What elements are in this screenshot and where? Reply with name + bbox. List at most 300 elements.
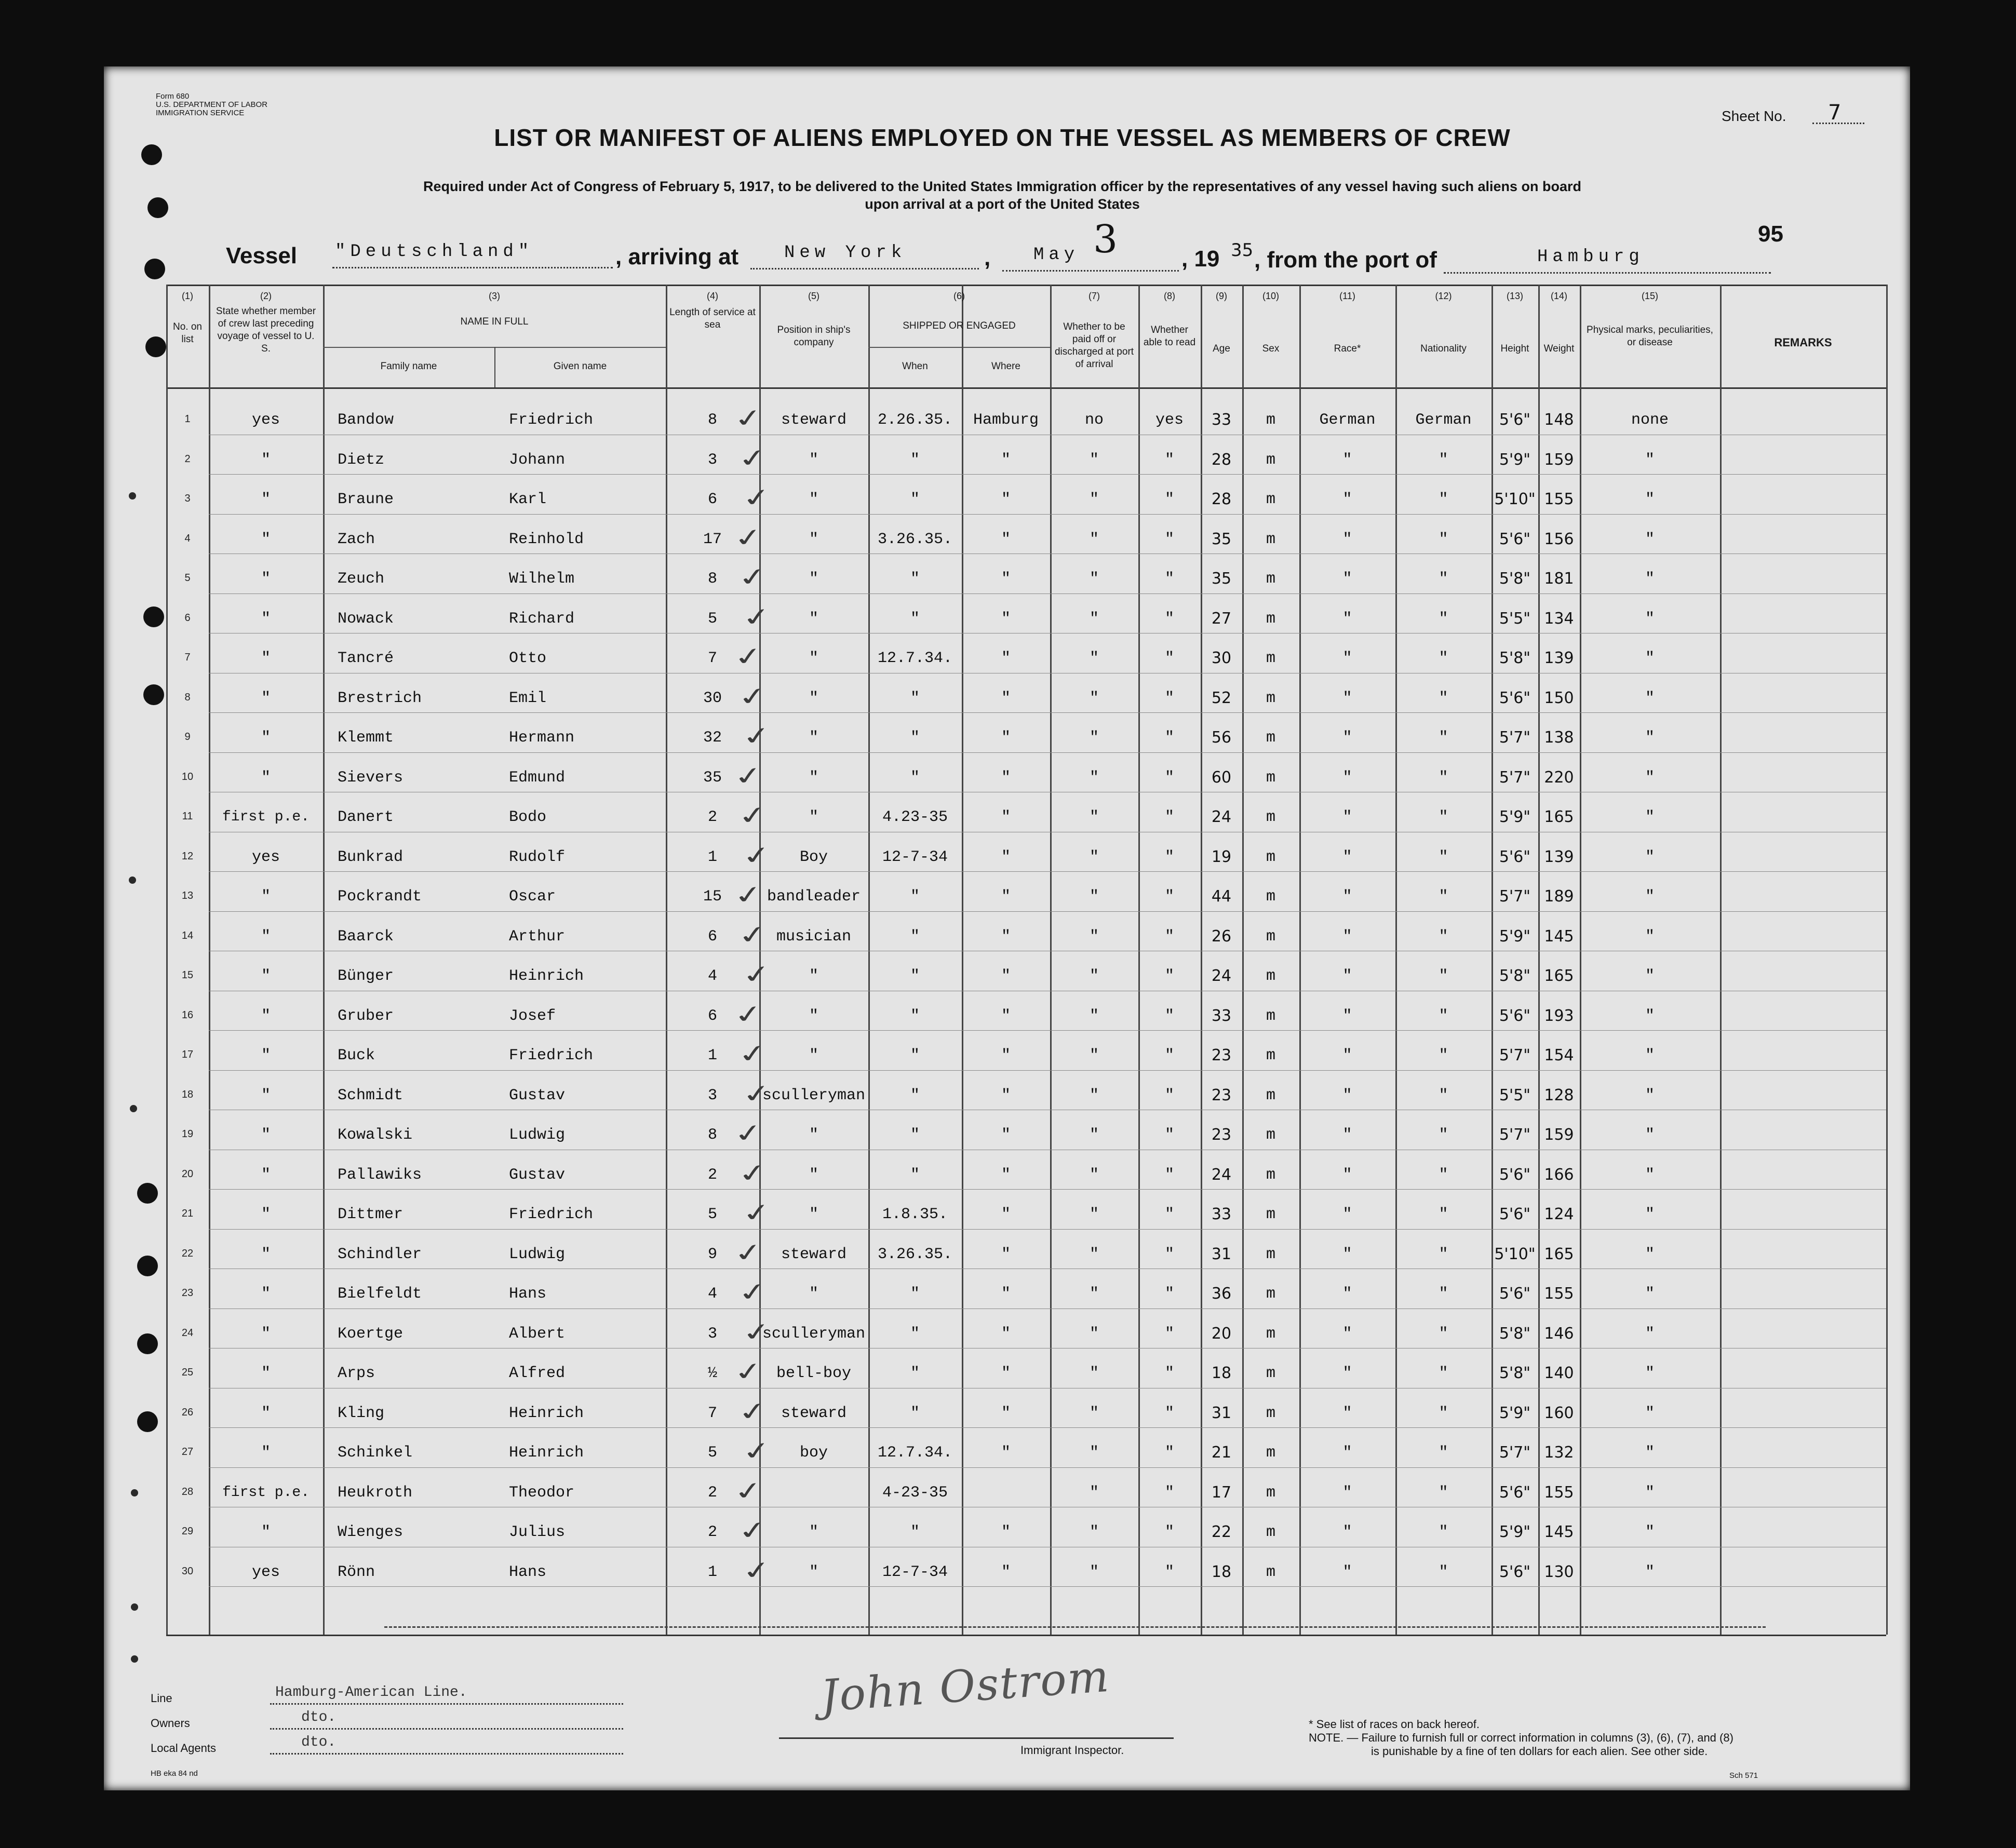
- cell-height: 5'7": [1499, 887, 1531, 906]
- cell-weight: 155: [1544, 1483, 1574, 1502]
- cell-marks: ": [1645, 1325, 1655, 1343]
- cell-nat: ": [1439, 1166, 1448, 1184]
- cell-paid: ": [1089, 1007, 1099, 1025]
- cell-family: Koertge: [338, 1325, 404, 1343]
- header-position: Position in ship's company: [777, 325, 851, 348]
- cell-service: 30: [703, 690, 722, 707]
- cell-sex: m: [1266, 808, 1275, 826]
- cell-marks: ": [1645, 1365, 1655, 1382]
- cell-when: 4.23-35: [882, 808, 948, 826]
- cell-read: ": [1164, 1484, 1174, 1502]
- line-underline: [270, 1703, 623, 1705]
- cell-family: Schmidt: [338, 1087, 404, 1104]
- cell-service: 5: [707, 610, 717, 628]
- owners-label: Owners: [151, 1717, 190, 1730]
- cell-given: Otto: [509, 650, 547, 667]
- cell-read: ": [1164, 451, 1174, 469]
- header-where: Where: [991, 361, 1020, 372]
- cell-position: musician: [776, 928, 852, 946]
- cell-race: ": [1342, 729, 1352, 747]
- cell-family: Pallawiks: [338, 1166, 422, 1184]
- cell-age: 24: [1211, 1166, 1232, 1184]
- column-rule: [962, 285, 963, 1635]
- shipped-split-rule: [962, 347, 963, 387]
- cell-age: 24: [1211, 808, 1232, 826]
- cell-prev: yes: [251, 1563, 280, 1581]
- cell-service: 6: [707, 928, 717, 946]
- cell-nat: ": [1439, 808, 1448, 826]
- row-rule: [209, 1427, 1886, 1428]
- cell-where: ": [1001, 690, 1011, 707]
- cell-age: 33: [1211, 1007, 1232, 1025]
- cell-given: Gustav: [509, 1166, 566, 1184]
- cell-position: bandleader: [767, 888, 861, 906]
- row-number: 7: [184, 652, 191, 663]
- cell-read: ": [1164, 1444, 1174, 1462]
- cell-where: ": [1001, 1126, 1011, 1144]
- row-number: 15: [181, 969, 194, 981]
- cell-marks: ": [1645, 1405, 1655, 1422]
- cell-weight: 160: [1544, 1404, 1574, 1422]
- cell-weight: 189: [1544, 887, 1574, 906]
- check-mark: ✓: [738, 1435, 775, 1466]
- cell-paid: ": [1089, 690, 1099, 707]
- cell-read: ": [1164, 1047, 1174, 1064]
- cell-prev: ": [261, 1405, 271, 1422]
- cell-when: 1.8.35.: [882, 1206, 948, 1223]
- cell-race: ": [1342, 1246, 1352, 1263]
- row-rule: [209, 871, 1886, 872]
- cell-family: Dietz: [338, 451, 385, 469]
- cell-where: ": [1001, 1325, 1011, 1343]
- check-mark: ✓: [738, 959, 775, 990]
- cell-nat: ": [1439, 570, 1448, 588]
- cell-age: 28: [1211, 451, 1232, 469]
- cell-sex: m: [1266, 848, 1275, 866]
- cell-where: Hamburg: [973, 411, 1039, 429]
- cell-where: ": [1001, 1246, 1011, 1263]
- cell-sex: m: [1266, 610, 1275, 628]
- cell-position: sculleryman: [762, 1325, 866, 1343]
- cell-height: 5'7": [1499, 768, 1531, 787]
- cell-race: ": [1342, 531, 1352, 548]
- cell-race: ": [1342, 769, 1352, 787]
- cell-where: ": [1001, 1405, 1011, 1422]
- cell-age: 23: [1211, 1046, 1232, 1064]
- cell-age: 21: [1211, 1444, 1232, 1462]
- cell-sex: m: [1266, 650, 1275, 667]
- cell-service: 4: [707, 1285, 717, 1303]
- cell-service: 2: [707, 1523, 717, 1541]
- cell-service: 3: [707, 1325, 717, 1343]
- column-rule: [323, 285, 325, 1635]
- inspector-signature: John Ostrom: [819, 1650, 1112, 1722]
- manifest-sheet: [104, 66, 1910, 1790]
- cell-given: Heinrich: [509, 967, 584, 985]
- row-rule: [209, 474, 1886, 475]
- cell-where: ": [1001, 967, 1011, 985]
- cell-read: yes: [1155, 411, 1184, 429]
- cell-height: 5'9": [1499, 1523, 1531, 1541]
- cell-nat: ": [1439, 1087, 1448, 1104]
- cell-read: ": [1164, 1285, 1174, 1303]
- cell-paid: ": [1089, 848, 1099, 866]
- cell-given: Theodor: [509, 1484, 575, 1502]
- cell-read: ": [1164, 1246, 1174, 1263]
- cell-race: ": [1342, 491, 1352, 508]
- column-number: (11): [1339, 291, 1355, 301]
- cell-paid: ": [1089, 1206, 1099, 1223]
- cell-prev: ": [261, 888, 271, 906]
- cell-paid: ": [1089, 531, 1099, 548]
- cell-sex: m: [1266, 1166, 1275, 1184]
- cell-sex: m: [1266, 1087, 1275, 1104]
- cell-service: 6: [707, 1007, 717, 1025]
- cell-given: Josef: [509, 1007, 556, 1025]
- cell-where: ": [1001, 1007, 1011, 1025]
- cell-position: Boy: [799, 848, 828, 866]
- shipped-subheader-rule: [868, 347, 1050, 348]
- cell-weight: 132: [1544, 1444, 1574, 1462]
- row-number: 5: [184, 572, 191, 584]
- year-prefix: , 19: [1181, 246, 1220, 272]
- cell-when: ": [910, 1405, 920, 1422]
- header-no-on-list: No. on list: [173, 321, 202, 345]
- column-number: (15): [1641, 291, 1658, 301]
- cell-given: Arthur: [509, 928, 566, 946]
- row-number: 2: [184, 453, 191, 465]
- column-rule: [1538, 285, 1540, 1635]
- row-rule: [209, 1070, 1886, 1071]
- cell-nat: ": [1439, 531, 1448, 548]
- cell-given: Gustav: [509, 1087, 566, 1104]
- cell-paid: no: [1084, 411, 1104, 429]
- cell-nat: ": [1439, 967, 1448, 985]
- row-number: 10: [181, 771, 194, 783]
- cell-marks: ": [1645, 610, 1655, 628]
- header-sex: Sex: [1262, 343, 1280, 354]
- cell-age: 35: [1211, 570, 1232, 588]
- cell-where: ": [1001, 1365, 1011, 1382]
- cell-sex: m: [1266, 531, 1275, 548]
- cell-height: 5'8": [1499, 1364, 1531, 1382]
- header-shipped-or-engaged: SHIPPED OR ENGAGED: [903, 320, 1016, 331]
- arrival-month: May: [1033, 245, 1080, 265]
- cell-paid: ": [1089, 1523, 1099, 1541]
- cell-position: ": [809, 1166, 818, 1184]
- row-rule: [209, 1229, 1886, 1230]
- cell-age: 33: [1211, 1205, 1232, 1223]
- cell-height: 5'6": [1499, 1563, 1531, 1581]
- check-mark: ✓: [730, 999, 767, 1030]
- cell-height: 5'5": [1499, 610, 1531, 628]
- cell-weight: 145: [1544, 1523, 1574, 1541]
- cell-prev: ": [261, 451, 271, 469]
- cell-paid: ": [1089, 967, 1099, 985]
- cell-height: 5'6": [1499, 689, 1531, 707]
- cell-when: ": [910, 1285, 920, 1303]
- header-remarks: REMARKS: [1774, 336, 1832, 349]
- check-mark: ✓: [738, 1316, 775, 1347]
- column-number: (14): [1550, 291, 1567, 301]
- cell-family: Bielfeldt: [338, 1285, 422, 1303]
- cell-sex: m: [1266, 1484, 1275, 1502]
- service-name: IMMIGRATION SERVICE: [156, 109, 245, 117]
- column-number: (5): [808, 291, 819, 301]
- cell-read: ": [1164, 1206, 1174, 1223]
- cell-age: 33: [1211, 411, 1232, 429]
- cell-sex: m: [1266, 1246, 1275, 1263]
- cell-nat: ": [1439, 1523, 1448, 1541]
- cell-where: ": [1001, 570, 1011, 588]
- column-rule: [666, 285, 667, 1635]
- row-rule: [209, 911, 1886, 912]
- cell-nat: ": [1439, 610, 1448, 628]
- cell-service: 1: [707, 1563, 717, 1581]
- cell-prev: ": [261, 1325, 271, 1343]
- cell-weight: 193: [1544, 1007, 1574, 1025]
- cell-where: ": [1001, 1444, 1011, 1462]
- cell-read: ": [1164, 1563, 1174, 1581]
- cell-read: ": [1164, 729, 1174, 747]
- cell-family: Nowack: [338, 610, 394, 628]
- department-name: U.S. DEPARTMENT OF LABOR: [156, 100, 268, 109]
- cell-service: 8: [707, 570, 717, 588]
- column-number: (8): [1164, 291, 1175, 301]
- cell-nat: ": [1439, 1365, 1448, 1382]
- cell-age: 30: [1211, 649, 1232, 667]
- cell-position: ": [809, 1563, 818, 1581]
- cell-position: steward: [781, 411, 847, 429]
- column-rule: [1580, 285, 1581, 1635]
- column-rule: [1395, 285, 1397, 1635]
- cell-height: 5'10": [1494, 1245, 1536, 1263]
- cell-nat: ": [1439, 888, 1448, 906]
- cell-age: 44: [1211, 887, 1232, 906]
- cell-paid: ": [1089, 1325, 1099, 1343]
- cell-family: Heukroth: [338, 1484, 413, 1502]
- cell-marks: ": [1645, 928, 1655, 946]
- cell-nat: ": [1439, 690, 1448, 707]
- check-mark: ✓: [734, 919, 771, 950]
- cell-height: 5'8": [1499, 1325, 1531, 1343]
- cell-read: ": [1164, 1523, 1174, 1541]
- cell-where: ": [1001, 808, 1011, 826]
- cell-marks: ": [1645, 451, 1655, 469]
- cell-family: Pockrandt: [338, 888, 422, 906]
- cell-height: 5'6": [1499, 1285, 1531, 1303]
- cell-read: ": [1164, 650, 1174, 667]
- cell-age: 26: [1211, 927, 1232, 946]
- cell-family: Zach: [338, 531, 375, 548]
- row-number: 27: [181, 1446, 194, 1458]
- column-number: (12): [1435, 291, 1452, 301]
- cell-paid: ": [1089, 808, 1099, 826]
- cell-height: 5'6": [1499, 411, 1531, 429]
- cell-nat: ": [1439, 1126, 1448, 1144]
- cell-service: 9: [707, 1246, 717, 1263]
- arrival-day: 3: [1093, 217, 1118, 262]
- print-code: HB eka 84 nd: [151, 1769, 198, 1778]
- cell-prev: yes: [251, 848, 280, 866]
- cell-given: Karl: [509, 491, 547, 508]
- cell-read: ": [1164, 570, 1174, 588]
- year-suffix: 35: [1231, 240, 1254, 261]
- cell-read: ": [1164, 610, 1174, 628]
- cell-when: ": [910, 888, 920, 906]
- cell-sex: m: [1266, 1563, 1275, 1581]
- cell-read: ": [1164, 1087, 1174, 1104]
- cell-position: ": [809, 1126, 818, 1144]
- cell-position: ": [809, 610, 818, 628]
- cell-where: ": [1001, 1285, 1011, 1303]
- header-height: Height: [1500, 343, 1529, 354]
- row-number: 23: [181, 1287, 194, 1299]
- cell-age: 23: [1211, 1126, 1232, 1144]
- cell-weight: 165: [1544, 808, 1574, 826]
- cell-when: ": [910, 928, 920, 946]
- cell-position: ": [809, 690, 818, 707]
- cell-age: 19: [1211, 848, 1232, 866]
- cell-read: ": [1164, 848, 1174, 866]
- row-rule: [209, 593, 1886, 594]
- cell-sex: m: [1266, 1007, 1275, 1025]
- cell-prev: ": [261, 1047, 271, 1064]
- cell-height: 5'8": [1499, 967, 1531, 985]
- cell-paid: ": [1089, 928, 1099, 946]
- cell-marks: ": [1645, 729, 1655, 747]
- cell-position: ": [809, 1523, 818, 1541]
- cell-family: Sievers: [338, 769, 404, 787]
- cell-marks: ": [1645, 650, 1655, 667]
- cell-age: 52: [1211, 689, 1232, 707]
- cell-family: Kowalski: [338, 1126, 413, 1144]
- cell-service: 32: [703, 729, 722, 747]
- cell-weight: 145: [1544, 927, 1574, 946]
- column-number: (4): [707, 291, 718, 301]
- cell-read: ": [1164, 928, 1174, 946]
- cell-service: 15: [703, 888, 722, 906]
- column-number: (3): [489, 291, 500, 301]
- cell-family: Kling: [338, 1405, 385, 1422]
- cell-sex: m: [1266, 928, 1275, 946]
- cell-service: 8: [707, 1126, 717, 1144]
- cell-weight: 166: [1544, 1166, 1574, 1184]
- cell-age: 31: [1211, 1245, 1232, 1263]
- cell-weight: 139: [1544, 649, 1574, 667]
- arriving-label: , arriving at: [615, 244, 739, 269]
- row-rule: [209, 712, 1886, 713]
- cell-paid: ": [1089, 1405, 1099, 1422]
- cell-given: Alfred: [509, 1365, 566, 1382]
- cell-height: 5'6": [1499, 1205, 1531, 1223]
- cell-family: Schindler: [338, 1246, 422, 1263]
- row-rule: [209, 752, 1886, 753]
- cell-read: ": [1164, 769, 1174, 787]
- cell-race: ": [1342, 888, 1352, 906]
- row-rule: [209, 1586, 1886, 1587]
- check-mark: ✓: [734, 1396, 771, 1427]
- cell-family: Klemmt: [338, 729, 394, 747]
- cell-read: ": [1164, 491, 1174, 508]
- cell-where: ": [1001, 610, 1011, 628]
- cell-service: 7: [707, 650, 717, 667]
- cell-sex: m: [1266, 690, 1275, 707]
- cell-nat: ": [1439, 1047, 1448, 1064]
- cell-given: Edmund: [509, 769, 566, 787]
- check-mark: ✓: [730, 760, 767, 791]
- cell-age: 60: [1211, 768, 1232, 787]
- cell-service: 5: [707, 1444, 717, 1462]
- cell-prev: ": [261, 928, 271, 946]
- cell-marks: ": [1645, 1047, 1655, 1064]
- cell-when: ": [910, 1126, 920, 1144]
- cell-weight: 159: [1544, 451, 1574, 469]
- cell-where: ": [1001, 729, 1011, 747]
- cell-position: sculleryman: [762, 1087, 866, 1104]
- cell-given: Friedrich: [509, 1047, 594, 1064]
- cell-marks: ": [1645, 1285, 1655, 1303]
- header-race: Race*: [1334, 343, 1361, 354]
- table-top-rule: [166, 285, 1886, 286]
- schedule-number: Sch 571: [1729, 1771, 1758, 1780]
- cell-nat: ": [1439, 729, 1448, 747]
- cell-weight: 146: [1544, 1325, 1574, 1343]
- cell-prev: ": [261, 1444, 271, 1462]
- cell-prev: ": [261, 610, 271, 628]
- cell-race: ": [1342, 808, 1352, 826]
- check-mark: ✓: [730, 1356, 767, 1387]
- cell-given: Albert: [509, 1325, 566, 1343]
- cell-service: 3: [707, 451, 717, 469]
- cell-service: 3: [707, 1087, 717, 1104]
- cell-sex: m: [1266, 1126, 1275, 1144]
- cell-marks: ": [1645, 888, 1655, 906]
- cell-nat: ": [1439, 1285, 1448, 1303]
- cell-marks: ": [1645, 690, 1655, 707]
- cell-paid: ": [1089, 769, 1099, 787]
- cell-family: Rönn: [338, 1563, 375, 1581]
- cell-height: 5'8": [1499, 570, 1531, 588]
- check-mark: ✓: [738, 840, 775, 871]
- row-number: 14: [181, 930, 194, 941]
- cell-marks: ": [1645, 1087, 1655, 1104]
- cell-marks: ": [1645, 1206, 1655, 1223]
- cell-marks: ": [1645, 531, 1655, 548]
- cell-when: ": [910, 1007, 920, 1025]
- cell-when: ": [910, 610, 920, 628]
- cell-race: ": [1342, 1523, 1352, 1541]
- cell-race: ": [1342, 650, 1352, 667]
- penalty-note-1: NOTE. — Failure to furnish full or correct information in columns (3), (6), (7), and (8): [1309, 1731, 1733, 1744]
- cell-age: 18: [1211, 1364, 1232, 1382]
- check-mark: ✓: [730, 641, 767, 672]
- cell-age: 23: [1211, 1086, 1232, 1104]
- cell-given: Heinrich: [509, 1405, 584, 1422]
- cell-prev: ": [261, 1206, 271, 1223]
- check-mark: ✓: [734, 1276, 771, 1307]
- cell-paid: ": [1089, 650, 1099, 667]
- name-split-rule: [494, 347, 495, 387]
- cell-paid: ": [1089, 1563, 1099, 1581]
- cell-age: 22: [1211, 1523, 1232, 1541]
- cell-prev: ": [261, 1285, 271, 1303]
- cell-when: ": [910, 1365, 920, 1382]
- header-able-to-read: Whether able to read: [1143, 325, 1196, 348]
- cell-age: 20: [1211, 1325, 1232, 1343]
- cell-race: ": [1342, 1365, 1352, 1382]
- cell-where: ": [1001, 928, 1011, 946]
